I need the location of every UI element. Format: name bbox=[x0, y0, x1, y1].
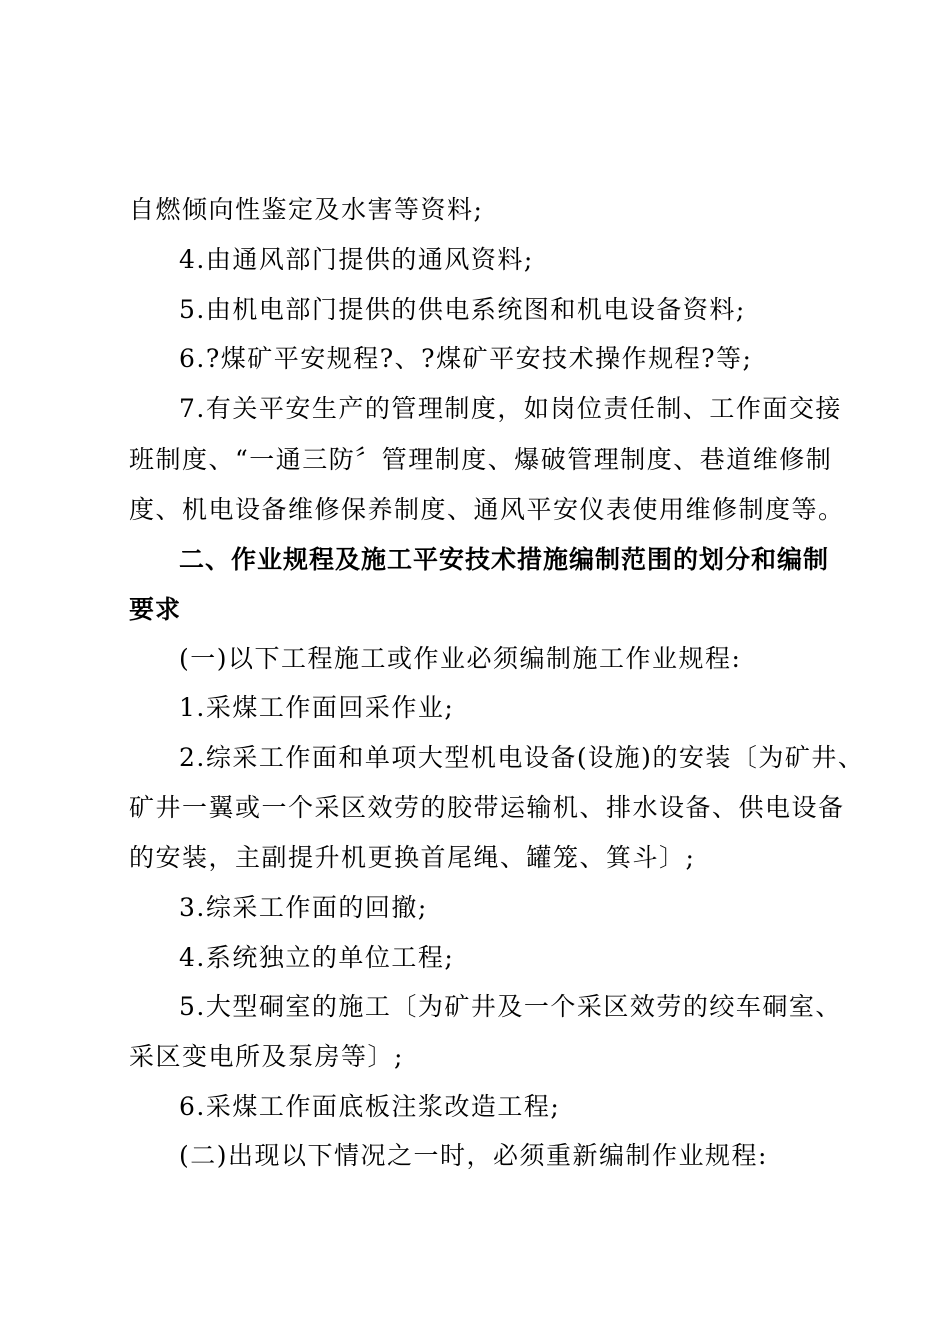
paragraph-line: 度、机电设备维修保养制度、通风平安仪表使用维修制度等。 bbox=[129, 495, 845, 524]
list-item-5: 5.由机电部门提供的供电系统图和机电设备资料; bbox=[179, 295, 746, 324]
paragraph-line: 采区变电所及泵房等〕; bbox=[129, 1042, 404, 1071]
section-heading: 二、作业规程及施工平安技术措施编制范围的划分和编制 bbox=[179, 545, 830, 574]
list-item-3: 3.综采工作面的回撤; bbox=[179, 893, 428, 922]
paragraph-line: 的安装，主副提升机更换首尾绳、罐笼、箕斗〕; bbox=[129, 843, 696, 872]
subsection-heading: (一)以下工程施工或作业必须编制施工作业规程: bbox=[179, 644, 742, 673]
list-item-1: 1.采煤工作面回采作业; bbox=[179, 693, 455, 722]
paragraph-line: 班制度、“一通三防〞管理制度、爆破管理制度、巷道维修制 bbox=[129, 445, 833, 474]
list-item-4: 4.由通风部门提供的通风资料; bbox=[179, 245, 534, 274]
paragraph-line: 矿井一翼或一个采区效劳的胶带运输机、排水设备、供电设备 bbox=[129, 793, 845, 822]
list-item-6b: 6.采煤工作面底板注浆改造工程; bbox=[179, 1092, 561, 1121]
list-item-2: 2.综采工作面和单项大型机电设备(设施)的安装〔为矿井、 bbox=[179, 743, 865, 772]
list-item-5b: 5.大型硐室的施工〔为矿井及一个采区效劳的绞车硐室、 bbox=[179, 992, 842, 1021]
list-item-6: 6.?煤矿平安规程?、?煤矿平安技术操作规程?等; bbox=[179, 344, 753, 373]
list-item-4b: 4.系统独立的单位工程; bbox=[179, 943, 455, 972]
subsection-heading: (二)出现以下情况之一时，必须重新编制作业规程: bbox=[179, 1141, 768, 1170]
list-item-7: 7.有关平安生产的管理制度，如岗位责任制、工作面交接 bbox=[179, 394, 842, 423]
paragraph-line: 自燃倾向性鉴定及水害等资料; bbox=[129, 195, 484, 224]
section-heading-continued: 要求 bbox=[129, 595, 182, 624]
